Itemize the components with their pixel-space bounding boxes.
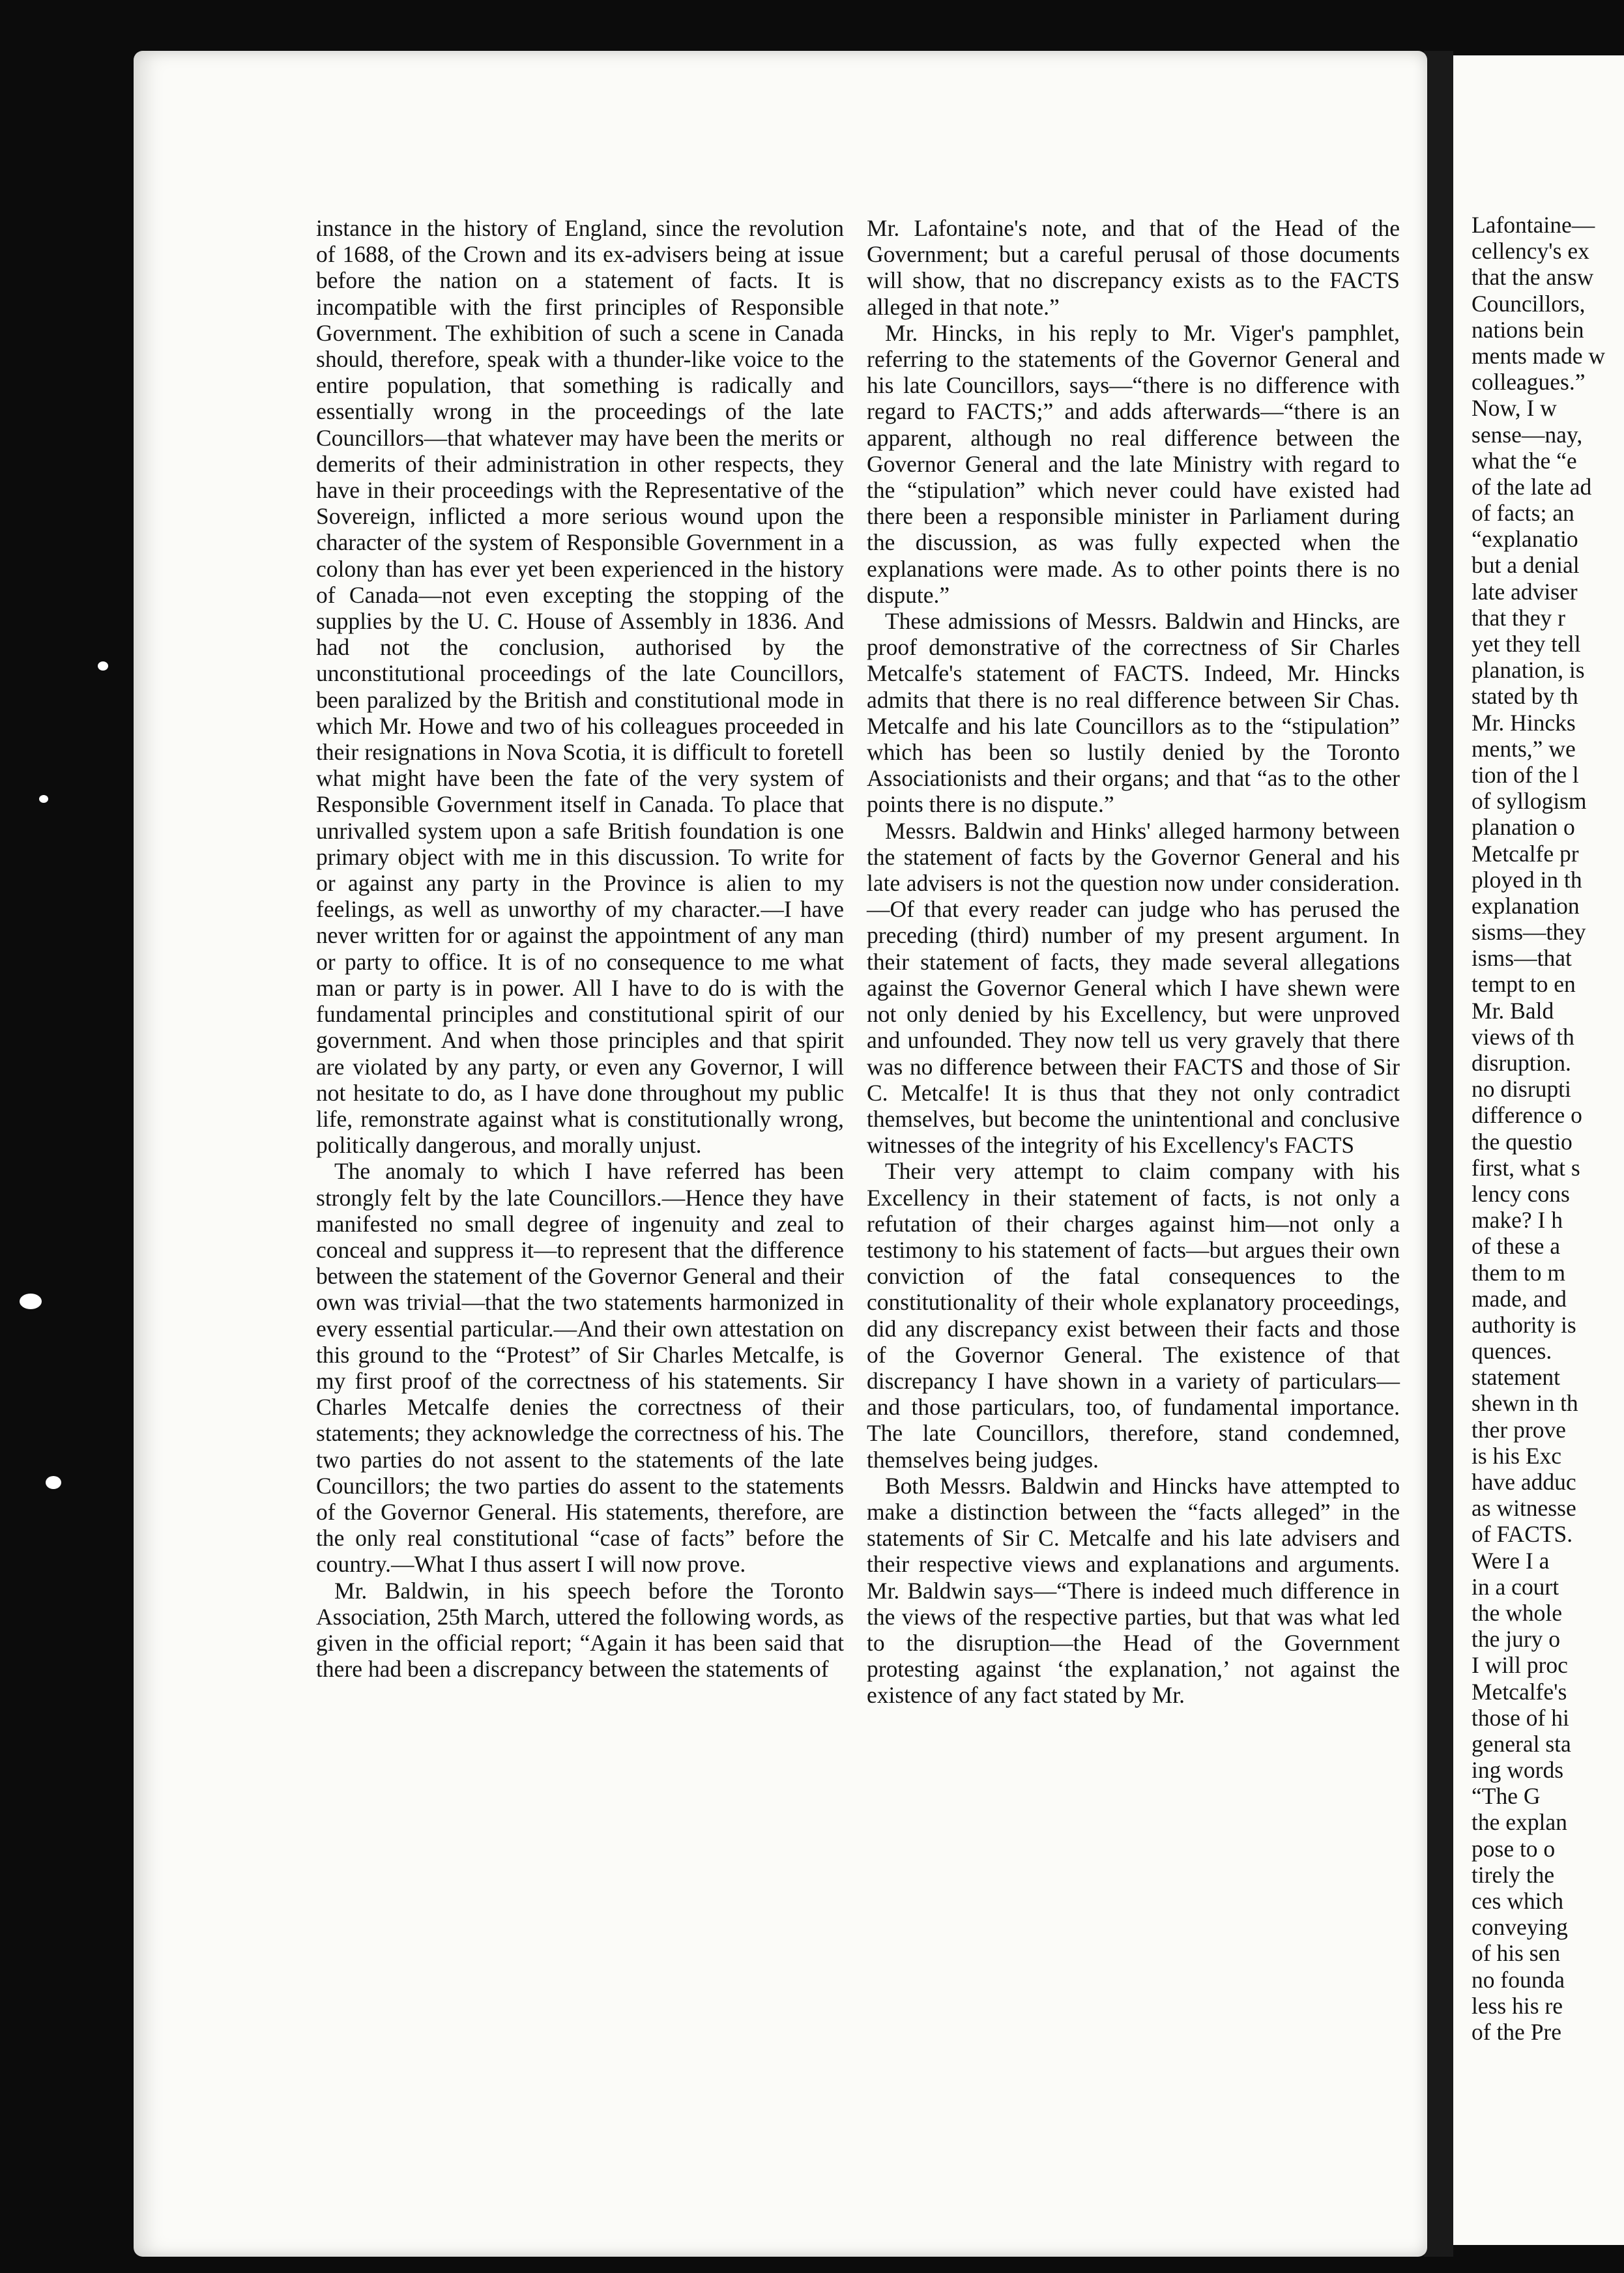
paragraph: The anomaly to which I have referred has been strongly felt by the late Councillors.—Hence they have manifested no small degree of ingenuity and zeal to conceal and suppress it—to represent that the difference between the statement of the Governor General and their own was trivial—that the two statements harmonized in every essential particular.—And their own attestation on this ground to the “Protest” of Sir Charles Metcalfe, is my first proof of the correctness of his statements. Sir Charles Metcalfe denies the correctness of their statements; they acknowledge the correctness of his. The two parties do not assent to the statements of the late Councillors; the two parties do assent to the statements of the Governor General. His statements, therefore, are the only real constitutional “case of facts” before the country.—What I thus assert I will now prove. xyxy=(316,1158,844,1578)
text-line-fragment: pose to o xyxy=(1472,1835,1556,1862)
text-line-fragment: Mr. Hincks xyxy=(1472,709,1576,736)
text-line-fragment: views of th xyxy=(1472,1023,1574,1050)
text-line-fragment: Now, I w xyxy=(1472,395,1557,422)
text-line-fragment: less his re xyxy=(1472,1992,1563,2019)
text-line-fragment: I will proc xyxy=(1472,1652,1568,1679)
text-line-fragment: planation, is xyxy=(1472,657,1585,684)
text-column-middle xyxy=(867,215,1400,1709)
text-column-left xyxy=(316,215,844,1682)
text-line-fragment: no disrupti xyxy=(1472,1076,1571,1103)
text-line-fragment: those of hi xyxy=(1472,1704,1569,1731)
text-line-fragment: that the answ xyxy=(1472,264,1594,291)
text-line-fragment: colleagues.” xyxy=(1472,369,1586,396)
text-line-fragment: sisms—they xyxy=(1472,919,1586,946)
scan-speck xyxy=(46,1476,61,1489)
paragraph: instance in the history of England, since the revolution of 1688, of the Crown and its ex-advisers being at issue before the nation on a statement of facts. It is incompatible with the first principles of Responsible Government. The exhibition of such a scene in Canada should, therefore, speak with a thunder-like voice to the entire population, that something is radically and essentially wrong in the proceedings of the late Councillors—that whatever may have been the merits or demerits of their administration in other respects, they have in their proceedings with the Representative of the Sovereign, inflicted a more serious wound upon the character of the system of Responsible Government in a colony than has ever yet been experienced in the history of Canada—not even excepting the stopping of the supplies by the U. C. House of Assembly in 1836. And had not the conclusion, authorised by the unconstitutional proceedings of the late Councillors, been paralized by the British and constitutional mode in which Mr. Howe and two of his colleagues proceeded in their resignations in Nova Scotia, it is difficult to foretell what might have been the fate of the very system of Responsible Government itself in Canada. To place that unrivalled system upon a safe British foundation is one primary object with me in this discussion. To write for or against any party in the Province is alien to my feelings, as well as unworthy of my character.—I have never written for or against the appointment of any man or party to office. It is of no consequence to me what man or party is in power. All I have to do is with the fundamental principles and constitutional spirit of our government. And when those principles and that spirit are violated by any party, or even any Governor, I will not hesitate to do, as I have done throughout my public life, remonstrate against what is constitutionally wrong, politically dangerous, and morally unjust. xyxy=(316,215,844,1159)
text-line-fragment: Lafontaine— xyxy=(1472,212,1595,238)
book-gutter xyxy=(1424,51,1453,2257)
text-line-fragment: the jury o xyxy=(1472,1626,1561,1653)
text-line-fragment: Mr. Bald xyxy=(1472,997,1554,1024)
paragraph: These admissions of Messrs. Baldwin and Hincks, are proof demonstrative of the correctness of Sir Charles Metcalfe's statement of FACTS. Indeed, Mr. Hincks admits that there is no real difference between Sir Chas. Metcalfe and his late Councillors as to the “stipulation” which has been so lustily denied by the Toronto Associationists and their organs; and that “as to the other points there is no dispute.” xyxy=(867,608,1400,818)
text-line-fragment: the whole xyxy=(1472,1599,1563,1626)
text-line-fragment: lency cons xyxy=(1472,1180,1570,1207)
paragraph: Mr. Hincks, in his reply to Mr. Viger's pamphlet, referring to the statements of the Governor General and his late Councillors, says—“there is no difference with regard to FACTS;” and adds afterwards—“there is an apparent, although no real difference between the Governor General and the late Ministry with regard to the “stipulation” which never could have existed had there been a responsible minister in Parliament during the discussion, as was fully expected when the explanations were made. As to other points there is no dispute.” xyxy=(867,319,1400,608)
text-line-fragment: them to m xyxy=(1472,1259,1565,1286)
text-line-fragment: Metcalfe's xyxy=(1472,1678,1567,1705)
text-line-fragment: have adduc xyxy=(1472,1469,1576,1495)
text-line-fragment: shewn in th xyxy=(1472,1390,1578,1417)
scan-speck xyxy=(20,1294,42,1309)
text-line-fragment: yet they tell xyxy=(1472,631,1581,657)
text-line-fragment: no founda xyxy=(1472,1966,1565,1993)
text-line-fragment: made, and xyxy=(1472,1285,1567,1312)
text-line-fragment: ing words xyxy=(1472,1757,1564,1784)
text-line-fragment: “The G xyxy=(1472,1783,1541,1810)
text-line-fragment: Were I a xyxy=(1472,1547,1550,1574)
text-line-fragment: of syllogism xyxy=(1472,788,1587,815)
text-line-fragment: of the late ad xyxy=(1472,473,1592,500)
text-line-fragment: make? I h xyxy=(1472,1207,1563,1234)
text-line-fragment: of facts; an xyxy=(1472,500,1574,527)
text-line-fragment: of FACTS. xyxy=(1472,1521,1573,1548)
text-line-fragment: in a court xyxy=(1472,1573,1559,1600)
text-line-fragment: explanation xyxy=(1472,892,1580,919)
text-line-fragment: Metcalfe pr xyxy=(1472,840,1579,867)
text-line-fragment: of these a xyxy=(1472,1233,1561,1260)
text-line-fragment: authority is xyxy=(1472,1311,1576,1338)
scan-speck xyxy=(39,795,48,803)
text-line-fragment: Councillors, xyxy=(1472,290,1586,317)
text-line-fragment: the explan xyxy=(1472,1809,1567,1836)
text-line-fragment: first, what s xyxy=(1472,1154,1580,1181)
text-line-fragment: ther prove xyxy=(1472,1416,1566,1443)
scan-speck xyxy=(98,661,108,671)
text-line-fragment: planation o xyxy=(1472,814,1575,841)
text-line-fragment: nations bein xyxy=(1472,316,1584,343)
text-line-fragment: disruption. xyxy=(1472,1050,1571,1076)
paragraph: Their very attempt to claim company with his Excellency in their statement of facts, is not only a refutation of their charges against him—not only a testimony to his statement of facts—but argues their own conviction of the fatal consequences to the constitutionality of their whole explanatory proceedings, did any discrepancy exist between their facts and those of the Governor General. The existence of that discrepancy I have shown in a variety of particulars—and those particulars, too, of fundamental importance. The late Councillors, therefore, stand condemned, themselves being judges. xyxy=(867,1158,1400,1473)
text-line-fragment: as witnesse xyxy=(1472,1495,1576,1522)
text-line-fragment: ployed in th xyxy=(1472,866,1582,893)
text-line-fragment: conveying xyxy=(1472,1914,1568,1941)
text-line-fragment: tirely the xyxy=(1472,1861,1555,1888)
text-line-fragment: what the “e xyxy=(1472,447,1577,474)
text-line-fragment: tion of the l xyxy=(1472,761,1579,788)
text-line-fragment: ments made w xyxy=(1472,342,1606,369)
text-line-fragment: stated by th xyxy=(1472,683,1578,710)
text-line-fragment: quences. xyxy=(1472,1338,1552,1365)
text-line-fragment: the questio xyxy=(1472,1128,1573,1155)
paragraph: Both Messrs. Baldwin and Hincks have attempted to make a distinction between the “facts alleged” in the statements of Sir C. Metcalfe and his late advisers and their respective views and explanations and arguments. Mr. Baldwin says—“There is indeed much difference in the views of the respective parties, but that was what led to the disruption—the Head of the Government protesting against ‘the explanation,’ not against the existence of any fact stated by Mr. xyxy=(867,1472,1400,1709)
text-line-fragment: that they r xyxy=(1472,604,1565,631)
text-column-right-cropped xyxy=(1472,212,1624,2045)
text-line-fragment: difference o xyxy=(1472,1102,1582,1129)
paragraph: Messrs. Baldwin and Hinks' alleged harmony between the statement of facts by the Governor General and his late advisers is not the question now under consideration.—Of that every reader can judge who has perused the preceding (third) number of my present argument. In their statement of facts, they made several allegations against the Governor General which I have shewn were not only denied by his Excellency, but were unproved and unfounded. They now tell us very gravely that there was no difference between their FACTS and those of Sir C. Metcalfe! It is thus that they not only contradict themselves, but become the unintentional and conclusive witnesses of the integrity of his Excellency's FACTS xyxy=(867,817,1400,1159)
text-line-fragment: “explanatio xyxy=(1472,526,1578,553)
text-line-fragment: late adviser xyxy=(1472,578,1578,605)
text-line-fragment: sense—nay, xyxy=(1472,421,1583,448)
text-line-fragment: statement xyxy=(1472,1364,1561,1391)
text-line-fragment: ments,” we xyxy=(1472,735,1576,762)
text-line-fragment: tempt to en xyxy=(1472,971,1576,998)
paragraph: Mr. Baldwin, in his speech before the Toronto Association, 25th March, uttered the following words, as given in the official report; “Again it has been said that there had been a discrepancy between the statements of xyxy=(316,1577,844,1683)
text-line-fragment: isms—that xyxy=(1472,945,1572,972)
paragraph: Mr. Lafontaine's note, and that of the Head of the Government; but a careful perusal of those documents will show, that no discrepancy exists as to the FACTS alleged in that note.” xyxy=(867,215,1400,320)
text-line-fragment: cellency's ex xyxy=(1472,238,1589,265)
text-line-fragment: of his sen xyxy=(1472,1940,1561,1967)
text-line-fragment: but a denial xyxy=(1472,552,1580,579)
text-line-fragment: of the Pre xyxy=(1472,2018,1562,2045)
text-line-fragment: general sta xyxy=(1472,1730,1571,1757)
text-line-fragment: ces which xyxy=(1472,1888,1563,1914)
text-line-fragment: is his Exc xyxy=(1472,1442,1562,1469)
